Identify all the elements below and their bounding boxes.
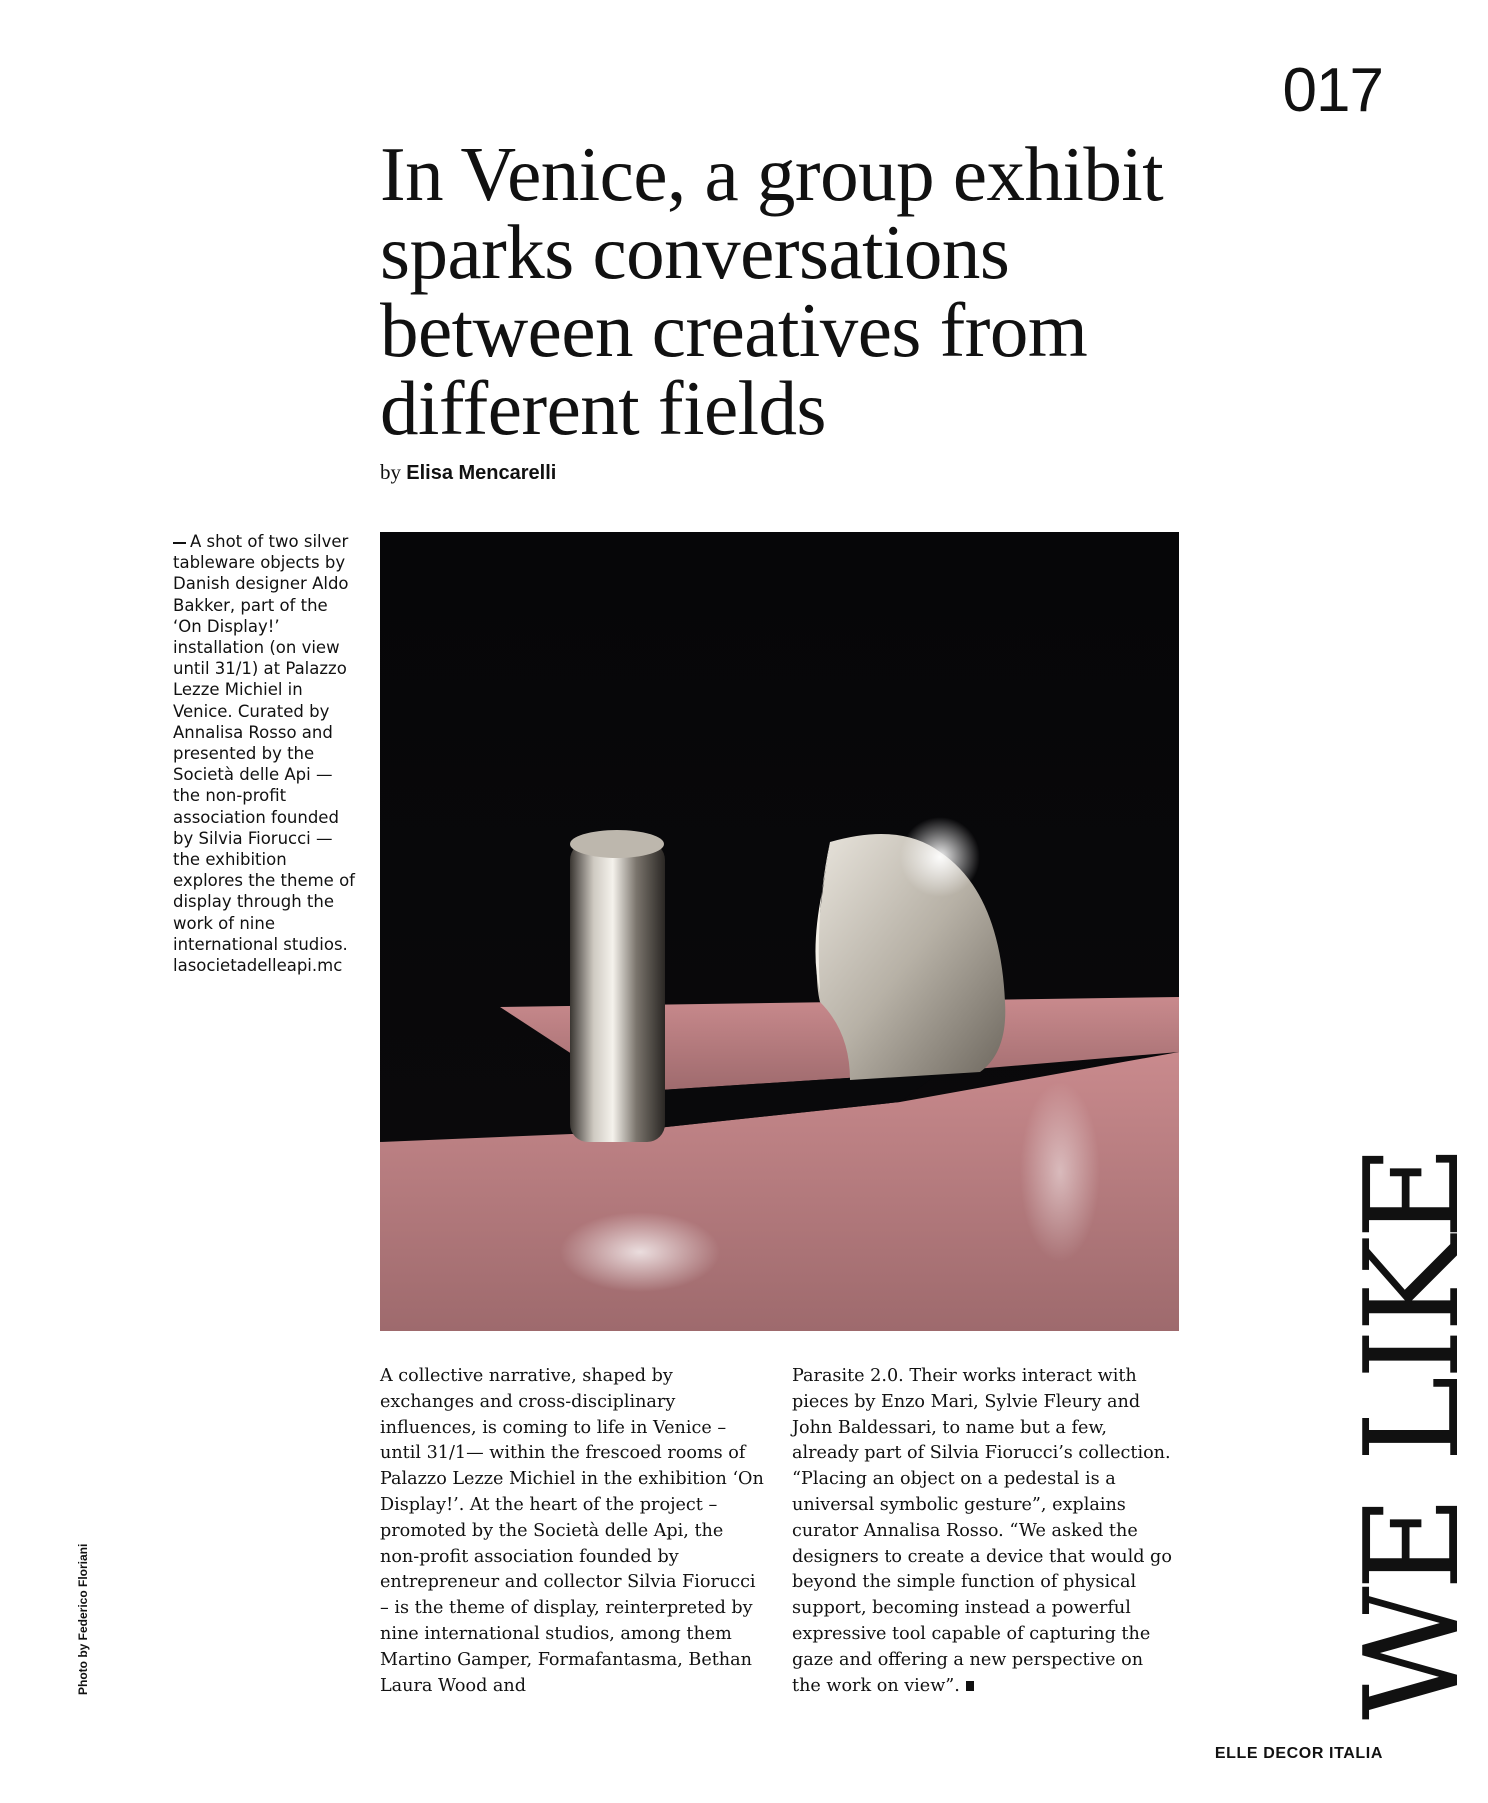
article-photo [380,532,1179,1331]
silver-tableware-photo [380,532,1179,1331]
photo-credit: Photo by Federico Floriani [76,1543,90,1695]
section-title-vertical: WE LIKE [1336,1148,1488,1720]
body-column-left: A collective narrative, shaped by exchanges and cross-disciplinary influences, is coming to life in Venice – until 31/1— within the frescoed rooms of Palazzo Lezze Michiel in the exhibition ‘On Display!’. At the heart of the project – promoted by the Società delle Api, the non-profit association founded by entrepreneur and collector Silvia Fiorucci – is the theme of display, reinterpreted by nine international studios, among them Martino Gamper, Formafantasma, Bethan Laura Wood and [380,1366,764,1696]
end-mark [966,1681,974,1691]
page-number: 017 [1282,56,1383,125]
byline [380,460,556,485]
caption-dash [173,542,186,544]
body-column-right-text: Parasite 2.0. Their works interact with pieces by Enzo Mari, Sylvie Fleury and John Baldessari, to name but a few, already part of Silvia Fiorucci’s collection. “Placing an object on a pedestal is a universal symbolic gesture”, explains curator Annalisa Rosso. “We asked the designers to create a device that would go beyond the simple function of physical support, becoming instead a powerful expressive tool capable of capturing the gaze and offering a new perspective on the work on view”. [792,1366,1172,1696]
article-headline: In Venice, a group exhibit sparks conversations between creatives from different fields [380,131,1164,451]
photo-caption [173,531,358,976]
footer-brand: ELLE DECOR ITALIA [1214,1745,1383,1762]
caption-text: A shot of two silver tableware objects by Danish designer Aldo Bakker, part of the ‘On Display!’ installation (on view until 31/1) at Palazzo Lezze Michiel in Venice. Curated by Annalisa Rosso and presented by the Società delle Api — the non-profit association founded by Silvia Fiorucci — the exhibition explores the theme of display through the work of nine international studios. lasocietadelleapi.mc [173,532,355,976]
body-column-right [792,1364,1177,1699]
byline-author: Elisa Mencarelli [406,462,557,484]
byline-prefix: by [380,460,401,484]
